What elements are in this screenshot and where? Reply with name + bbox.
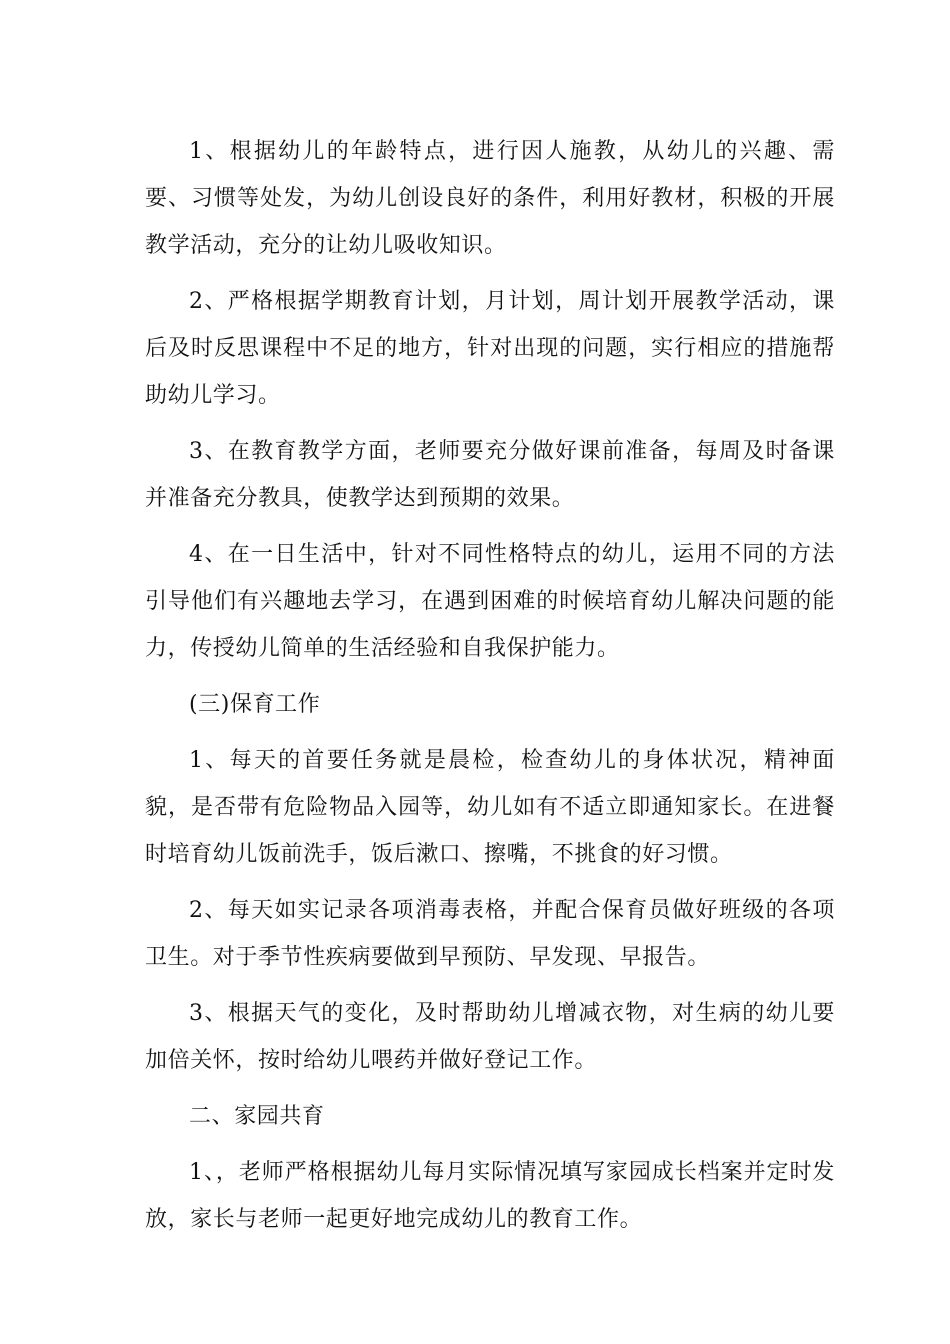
paragraph-teaching-2: 2、严格根据学期教育计划，月计划，周计划开展教学活动，课后及时反思课程中不足的地方，针对出现的问题，实行相应的措施帮助幼儿学习。: [145, 289, 835, 408]
paragraph-teaching-1: 1、根据幼儿的年龄特点，进行因人施教，从幼儿的兴趣、需要、习惯等处发，为幼儿创设良好的条件，利用好教材，积极的开展教学活动，充分的让幼儿吸收知识。: [145, 139, 835, 258]
paragraph-home-school-1: 1、，老师严格根据幼儿每月实际情况填写家园成长档案并定时发放，家长与老师一起更好地完成幼儿的教育工作。: [145, 1160, 835, 1232]
section-heading-home-school: 二、家园共育: [189, 1104, 325, 1129]
section-heading-care: (三)保育工作: [189, 692, 321, 717]
paragraph-teaching-3: 3、在教育教学方面，老师要充分做好课前准备，每周及时备课并准备充分教具，使教学达到预期的效果。: [145, 439, 835, 511]
paragraph-care-1: 1、每天的首要任务就是晨检，检查幼儿的身体状况，精神面貌，是否带有危险物品入园等，幼儿如有不适立即通知家长。在进餐时培育幼儿饭前洗手，饭后漱口、擦嘴，不挑食的好习惯。: [145, 748, 835, 867]
paragraph-care-2: 2、每天如实记录各项消毒表格，并配合保育员做好班级的各项卫生。对于季节性疾病要做到早预防、早发现、早报告。: [145, 898, 835, 970]
paragraph-teaching-4: 4、在一日生活中，针对不同性格特点的幼儿，运用不同的方法引导他们有兴趣地去学习，在遇到困难的时候培育幼儿解决问题的能力，传授幼儿简单的生活经验和自我保护能力。: [145, 542, 835, 661]
document-body: [145, 128, 835, 1252]
paragraph-care-3: 3、根据天气的变化，及时帮助幼儿增减衣物，对生病的幼儿要加倍关怀，按时给幼儿喂药并做好登记工作。: [145, 1001, 835, 1073]
